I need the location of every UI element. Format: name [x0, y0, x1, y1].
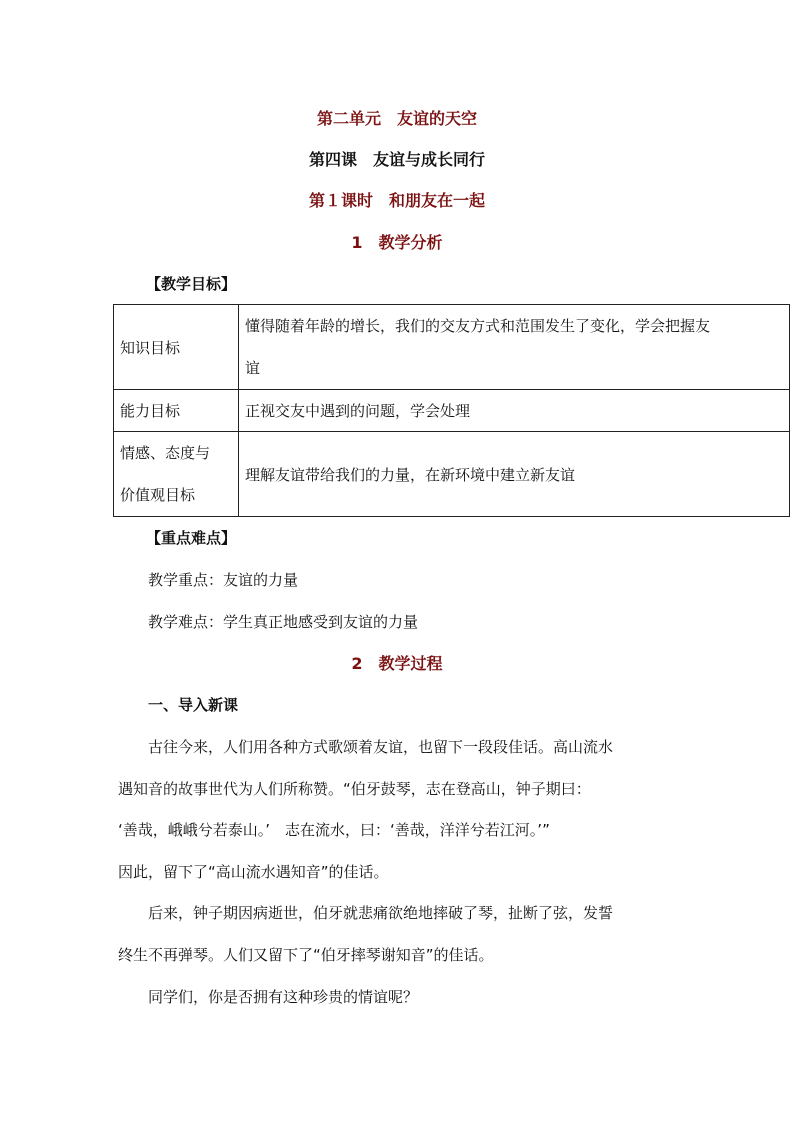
paragraph-line: 后来，钟子期因病逝世，伯牙就悲痛欲绝地摔破了琴，扯断了弦，发誓	[148, 904, 614, 922]
lesson-title: 第四课 友谊与成长同行	[308, 150, 485, 169]
goal-content-line: 懂得随着年龄的增长，我们的交友方式和范围发生了变化，学会把握友	[245, 317, 711, 335]
paragraph-line: 同学们，你是否拥有这种珍贵的情谊呢？	[148, 988, 419, 1006]
goals-heading: 【教学目标】	[146, 275, 237, 293]
teaching-difficulty: 教学难点：学生真正地感受到友谊的力量	[148, 613, 419, 631]
table-row	[114, 432, 790, 517]
paragraph-line: ‘善哉，峨峨兮若泰山。’ 志在流水，曰：‘善哉，洋洋兮若江河。’”	[118, 821, 550, 839]
table-row	[114, 390, 790, 432]
teaching-focus: 教学重点：友谊的力量	[148, 571, 299, 589]
goal-content-line: 谊	[245, 359, 261, 377]
goal-label-line: 价值观目标	[120, 486, 196, 504]
goal-label-ability: 能力目标	[114, 390, 239, 432]
goals-table	[113, 304, 790, 517]
goal-content-knowledge	[239, 305, 790, 390]
paragraph-line: 因此，留下了“高山流水遇知音”的佳话。	[118, 863, 389, 881]
paragraph-line: 古往今来，人们用各种方式歌颂着友谊，也留下一段段佳话。高山流水	[148, 738, 614, 756]
goal-label-line: 情感、态度与	[120, 444, 211, 462]
intro-heading: 一、导入新课	[148, 696, 239, 714]
paragraph-line: 遇知音的故事世代为人们所称赞。“伯牙鼓琴，志在登高山，钟子期曰：	[118, 780, 591, 798]
unit-title: 第二单元 友谊的天空	[316, 109, 477, 128]
period-title: 第１课时 和朋友在一起	[308, 191, 485, 210]
part2-title: 2 教学过程	[351, 654, 443, 673]
part1-title: 1 教学分析	[351, 233, 443, 252]
goal-content-ability: 正视交友中遇到的问题，学会处理	[239, 390, 790, 432]
table-row	[114, 305, 790, 390]
goal-content-attitude: 理解友谊带给我们的力量，在新环境中建立新友谊	[239, 432, 790, 517]
paragraph-line: 终生不再弹琴。人们又留下了“伯牙摔琴谢知音”的佳话。	[118, 946, 494, 964]
goal-label-attitude	[114, 432, 239, 517]
goal-label-knowledge: 知识目标	[114, 305, 239, 390]
keypoints-heading: 【重点难点】	[146, 529, 237, 547]
